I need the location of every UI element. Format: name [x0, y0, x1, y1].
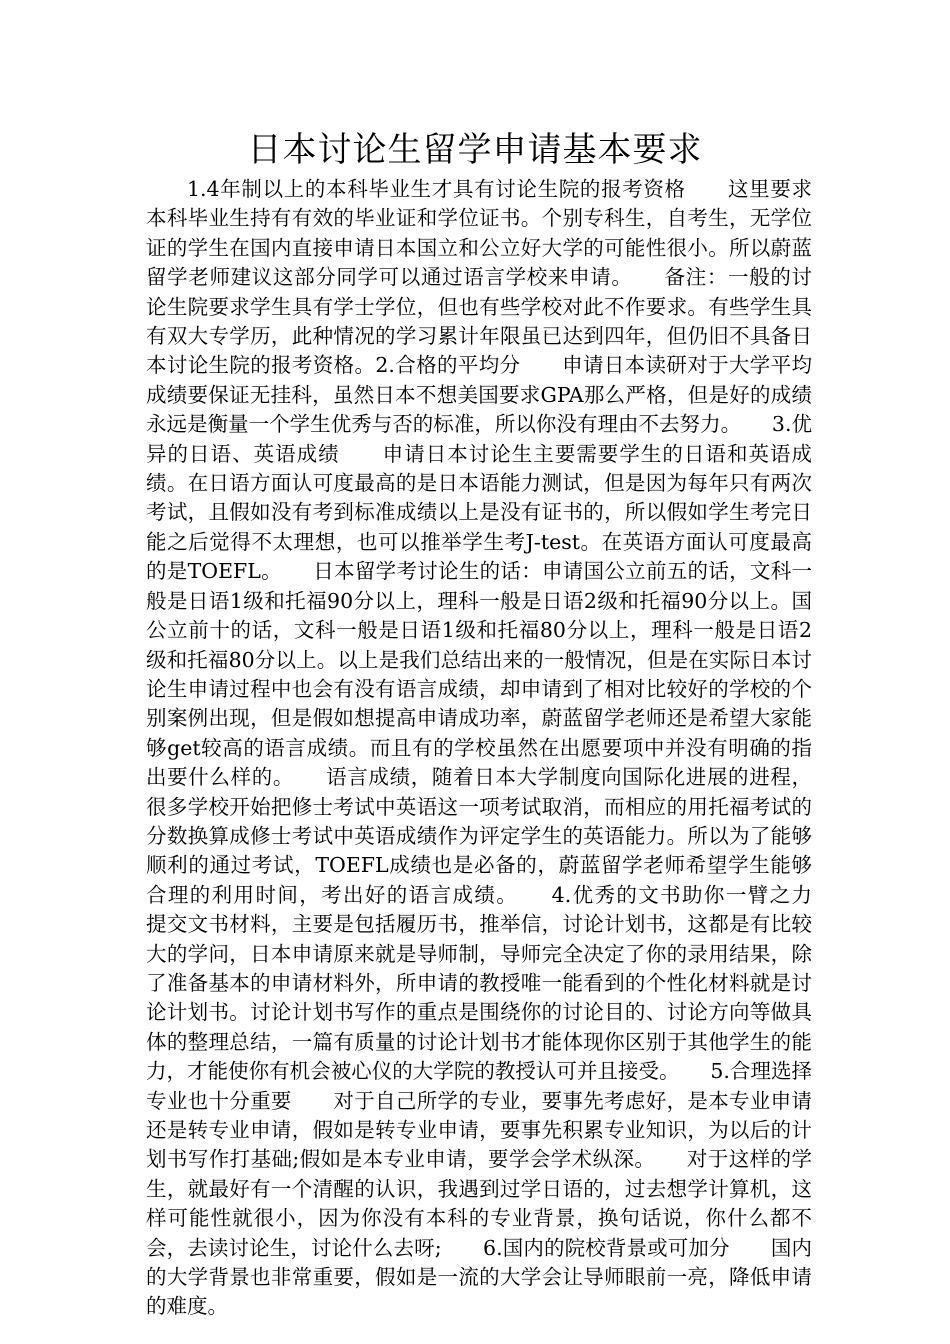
document-body: 1.4年制以上的本科毕业生才具有讨论生院的报考资格 这里要求本科毕业生持有有效的毕业证和学位证书。个别专科生，自考生，无学位证的学生在国内直接申请日本国立和公立好大学的可能性很小。所以蔚蓝留学老师建议这部分同学可以通过语言学校来申请。 备注：一般的讨论生院要求学生具有学士学位，但也有些学校对此不作要求。有些学生具有双大专学历，此种情况的学习累计年限虽已达到四年，但仍旧不具备日本讨论生院的报考资格。2.合格的平均分 申请日本读研对于大学平均成绩要保证无挂科，虽然日本不想美国要求GPA那么严格，但是好的成绩永远是衡量一个学生优秀与否的标准，所以你没有理由不去努力。 3.优异的日语、英语成绩 申请日本讨论生主要需要学生的日语和英语成绩。在日语方面认可度最高的是日本语能力测试，但是因为每年只有两次考试，且假如没有考到标准成绩以上是没有证书的，所以假如学生考完日能之后觉得不太理想，也可以推举学生考J-test。在英语方面认可度最高的是TOEFL。 日本留学考讨论生的话：申请国公立前五的话，文科一般是日语1级和托福90分以上，理科一般是日语2级和托福90分以上。国公立前十的话，文科一般是日语1级和托福80分以上，理科一般是日语2级和托福80分以上。以上是我们总结出来的一般情况，但是在实际日本讨论生申请过程中也会有没有语言成绩，却申请到了相对比较好的学校的个别案例出现，但是假如想提高申请成功率，蔚蓝留学老师还是希望大家能够get较高的语言成绩。而且有的学校虽然在出愿要项中并没有明确的指出要什么样的。 语言成绩，随着日本大学制度向国际化进展的进程，很多学校开始把修士考试中英语这一项考试取消，而相应的用托福考试的分数换算成修士考试中英语成绩作为评定学生的英语能力。所以为了能够顺利的通过考试，TOEFL成绩也是必备的，蔚蓝留学老师希望学生能够合理的利用时间，考出好的语言成绩。 4.优秀的文书助你一臂之力 提交文书材料，主要是包括履历书，推举信，讨论计划书，这都是有比较大的学问，日本申请原来就是导师制，导师完全决定了你的录用结果，除了准备基本的申请材料外，所申请的教授唯一能看到的个性化材料就是讨论计划书。讨论计划书写作的重点是围绕你的讨论目的、讨论方向等做具体的整理总结，一篇有质量的讨论计划书才能体现你区别于其他学生的能力，才能使你有机会被心仪的大学院的教授认可并且接受。 5.合理选择专业也十分重要 对于自己所学的专业，要事先考虑好，是本专业申请还是转专业申请，假如是转专业申请，要事先积累专业知识，为以后的计划书写作打基础;假如是本专业申请，要学会学术纵深。 对于这样的学生，就最好有一个清醒的认识，我遇到过学日语的，过去想学计算机，这样可能性就很小，因为你没有本科的专业背景，换句话说，你什么都不会，去读讨论生，讨论什么去呀; 6.国内的院校背景或可加分 国内的大学背景也非常重要，假如是一流的大学会让导师眼前一亮，降低申请的难度。: [146, 177, 853, 1319]
document-title: 日本讨论生留学申请基本要求: [247, 130, 703, 170]
